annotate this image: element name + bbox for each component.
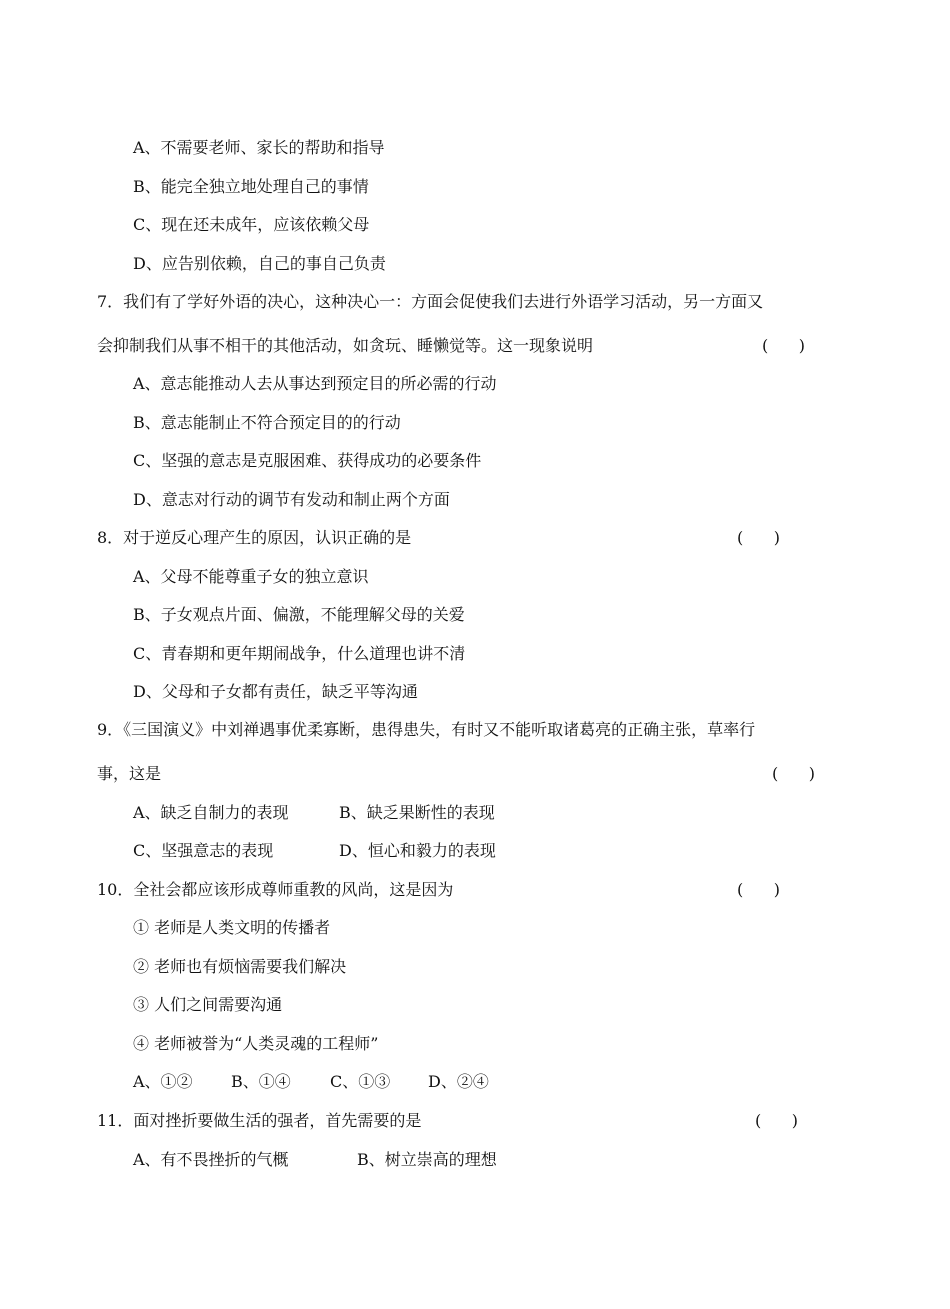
q9-answer-bracket: ( ) [772,764,815,783]
q8-stem: 8．对于逆反心理产生的原因，认识正确的是 [97,528,412,547]
q6-option-a: A、不需要老师、家长的帮助和指导 [133,138,385,157]
q10-answer-bracket: ( ) [737,880,780,899]
q8-option-b: B、子女观点片面、偏激，不能理解父母的关爱 [133,605,465,624]
q7-stem-line2: 会抑制我们从事不相干的其他活动，如贪玩、睡懒觉等。这一现象说明 [97,336,594,355]
q10-option-b: B、①④ [231,1072,291,1091]
q8-answer-bracket: ( ) [737,528,780,547]
q7-option-c: C、坚强的意志是克服困难、获得成功的必要条件 [133,451,482,470]
q7-option-b: B、意志能制止不符合预定目的的行动 [133,413,401,432]
q9-option-b: B、缺乏果断性的表现 [339,803,495,822]
q10-statement-1: ① 老师是人类文明的传播者 [133,918,331,937]
q10-statement-4: ④ 老师被誉为“人类灵魂的工程师” [133,1034,379,1053]
q7-answer-bracket: ( ) [762,336,805,355]
q10-stem: 10．全社会都应该形成尊师重教的风尚，这是因为 [97,880,454,899]
q7-stem-line1: 7．我们有了学好外语的决心，这种决心一：方面会促使我们去进行外语学习活动，另一方面又 [97,292,764,311]
q10-option-c: C、①③ [330,1072,391,1091]
q8-option-d: D、父母和子女都有责任，缺乏平等沟通 [133,682,418,701]
q10-option-d: D、②④ [428,1072,489,1091]
q8-option-c: C、青春期和更年期闹战争，什么道理也讲不清 [133,644,466,663]
q9-option-a: A、缺乏自制力的表现 [133,803,289,822]
q11-answer-bracket: ( ) [755,1111,798,1130]
q9-option-d: D、恒心和毅力的表现 [339,841,496,860]
q8-option-a: A、父母不能尊重子女的独立意识 [133,567,369,586]
q10-statement-2: ② 老师也有烦恼需要我们解决 [133,957,347,976]
q7-option-a: A、意志能推动人去从事达到预定目的所必需的行动 [133,374,497,393]
q11-stem: 11．面对挫折要做生活的强者，首先需要的是 [97,1111,422,1130]
q6-option-c: C、现在还未成年，应该依赖父母 [133,215,370,234]
q9-option-c: C、坚强意志的表现 [133,841,274,860]
q6-option-d: D、应告别依赖，自己的事自己负责 [133,254,386,273]
q11-option-b: B、树立崇高的理想 [357,1150,497,1169]
q9-stem-line1: 9．《三国演义》中刘禅遇事优柔寡断，患得患失，有时又不能听取诸葛亮的正确主张，草率行 [97,720,756,739]
q9-stem-line2: 事，这是 [97,764,162,783]
q6-option-b: B、能完全独立地处理自己的事情 [133,177,369,196]
q11-option-a: A、有不畏挫折的气概 [133,1150,289,1169]
q10-option-a: A、①② [133,1072,193,1091]
q10-statement-3: ③ 人们之间需要沟通 [133,995,283,1014]
q7-option-d: D、意志对行动的调节有发动和制止两个方面 [133,490,450,509]
